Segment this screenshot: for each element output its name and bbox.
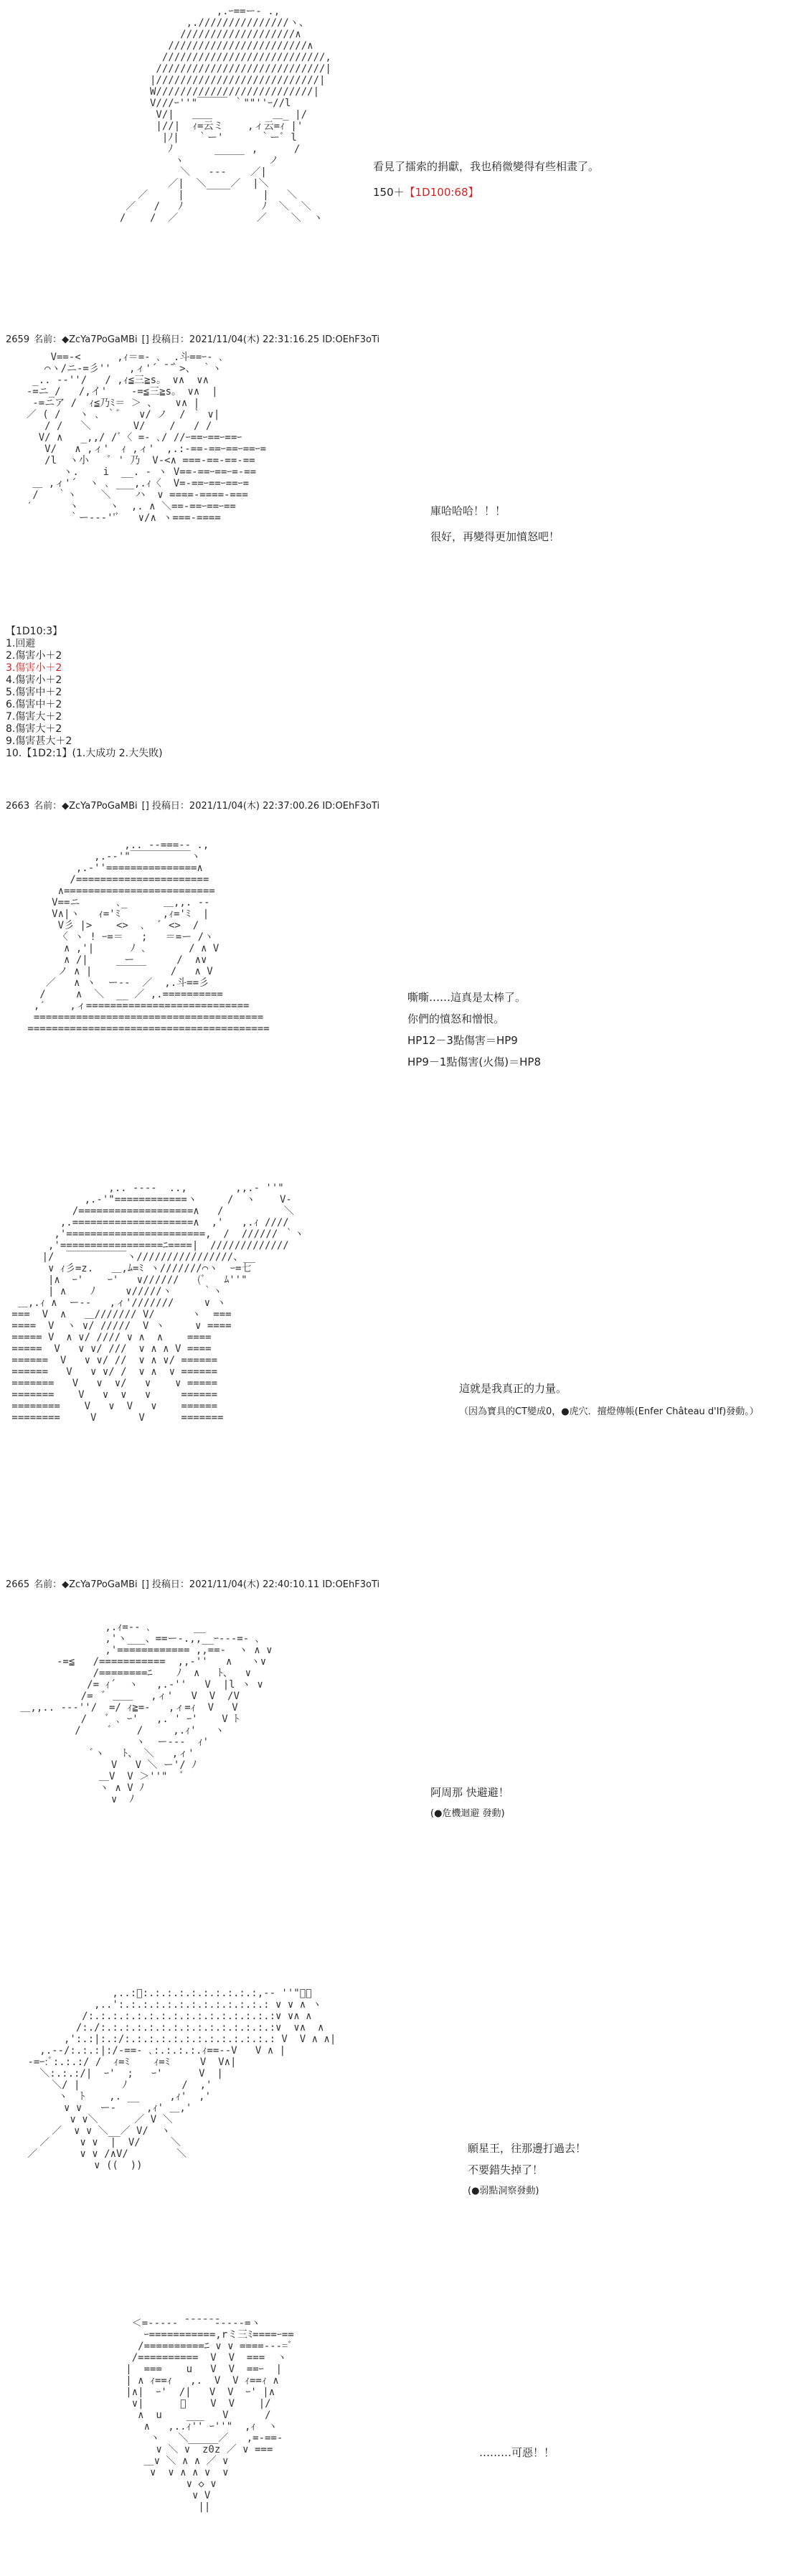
roll-table-item: 1.回避 xyxy=(6,638,36,649)
panel-1 xyxy=(0,0,807,326)
dialogue-line: ………可惡！！ xyxy=(479,2446,555,2459)
panel-5-dialogue xyxy=(430,1785,509,1833)
dialogue-line: 看見了擂索的捐獻，我也稍微變得有些相畫了。 xyxy=(373,160,600,173)
post-date: [] 投稿日：2021/11/04(木) 22:31:16.25 ID:OEhF3oTi xyxy=(141,334,380,345)
dialogue-line: HP12－3點傷害＝HP9 xyxy=(407,1034,518,1047)
post-date: [] 投稿日：2021/11/04(木) 22:40:10.11 ID:OEhF3oTi xyxy=(141,1579,380,1590)
post-author: 名前：◆ZcYa7PoGaMBi xyxy=(34,334,138,345)
post-number: 2665 xyxy=(6,1579,30,1590)
dialogue-line: (●弱點洞察發動) xyxy=(468,2186,539,2196)
dialogue-line: （因為寶具的CT變成0，●虎穴．擅燈傳帳(Enfer Château d'If)發動。） xyxy=(459,1406,759,1417)
panel-2 xyxy=(0,344,807,628)
panel-4-note xyxy=(459,1405,759,1431)
dialogue-line: (●危機迴避 發動) xyxy=(430,1808,505,1819)
ascii-art-figure: ,.ｰ==ー- ., ,.///////////////ヽ、 ///////////////////∧ ///////////////////////∧ ///////////////////////////, ////////////////////////////| |///////////////////////////| W//////////////////////////| V///ｰ''"￣￣￣ ｀""''ｰ//l V/| ＿＿ ＿_ |/ |//| ｨ=云ミ ,ィ云=ｨ |' |ﾉ| ｀ー' ｀ーﾞ l ﾉ , / ヽ ￣￣￣ ノ ＼ ‐‐‐ ／| ／| ＼____／ |＼ ／ | | ＼ ／ / ﾉ ﾉ ＼ ＼ / / ／ ／ ＼ ヽ xyxy=(119,6,331,224)
panel-7 xyxy=(0,2311,807,2576)
post-author: 名前：◆ZcYa7PoGaMBi xyxy=(34,1579,138,1590)
ascii-art-figure: ＜=-‐‐‐‐ ̄ ̄ ̄ ̄ ̄ ̄‐‐‐‐-=ヽ ｰ===========,rミ三ﾐ====ｰ== /==========ﾆ ∨ ∨ ====‐‐-=ﾞ /========== V V === ヽ | === u V V ==ｰ | | ∧ ｨ==ｨ ,. V V ｨ==ｨ ∧ |∧| ｰ' /| V V ｰ' |∧ ∨| ﾞ V V |/ ∧ u ___ V / ∧ ,..ｨ'' ｰ''" ,ｨ ヽ ヽ ＼_____／ ,=-==- ∨ ＼ ∨ z0z ／ ∨ === ＿∨ ＼ ∧ ∧ ／ ∨ ∨ ∨ ∧ ∧ ∨ ∨ ∨ ◇ ∨ ∨ V || xyxy=(126,2318,294,2513)
dialogue-line: 很好，再變得更加憤怒吧！ xyxy=(430,530,560,543)
dialogue-line: 阿周那 快避避！ xyxy=(430,1786,509,1799)
panel-5 xyxy=(0,1593,807,1952)
dialogue-line: 嘶嘶……這真是太棒了。 xyxy=(407,991,527,1004)
roll-table-item: 9.傷害甚大＋2 xyxy=(6,735,72,747)
ascii-art-figure: ,.. -‐===‐- ., ,.-‐'"￣￣￣￣￣￣ヽ ,.‐''===============∧ /====================== ∧========================= V==ニ ､_ ＿,,. -‐ V∧|ヽ ｨ='ﾐ ,ｨ='ﾐ | V彡 |> <> ､ ﾞ <> / 〈 ヽ ! ｰ=＝ ; ＝=ー /ヽ ∧ ,'| ﾉ ､ / ∧ V ∧ /| ー / ∧∨ ノ ∧ | ￣￣￣ / ∧ V ／ ∧ ヽ ー‐‐ ／ ,.斗==彡 / ∧ ＼ __ ／ ,.========== ,′ ,ィ=========================== ====================================== ======================================== xyxy=(27,840,270,1035)
ascii-art-figure: ,..:ﾞ:.:.:.:.:.:.:.:.:.:,-‐ ''"￣￣ ,..':.:.:.:.:.:.:.:.:.:.:.:.: ∨ ∨ ∧ ヽ /:.:.:.:.:.:.:.:.:.:.:.:.:.:.:.:∨ ∨∧ ∧ /:./:.:.:.:.:.:.:.:.:.:.:.:.:.:.:∨ ∨∧ ∧ ,':.:|:.:/:.:.:.:.:.:.:.:.:.:.:.:.: V V ∧ ∧| ,.-‐/:.:.:|:/-==‐ ､:.:.:.:.ｨ==‐-V V ∧ | -=ｰ:ﾞ:.:.:/ / ｨ=ﾐ ｨ=ﾐ V V∧| ＼:.:.:/| ｰ' ; ｰ' V | ＼/ | ﾉ / ,' ヽ ﾄ ,. __ ,ｨ' ,' ∨ ∨ ー‐ ,ｨ' ＿,' ∨ ∨＼ ／ V ＼ ／ ∨ ∨ ＼__／ V/ ヽ ／ ∨ ∨ | V/ ＼ ／ ∨ ∨ /∧V/ ＼ ∨ (( )) xyxy=(27,1988,336,2171)
roll-table-item: 6.傷害中＋2 xyxy=(6,699,62,710)
dialogue-line: 庫哈哈哈！！！ xyxy=(430,504,506,517)
roll-table-item: 5.傷害中＋2 xyxy=(6,687,62,698)
ascii-art-figure: ,.. -‐‐- .., ,,.- ''" ,.‐'"============ヽ / ヽ V- /===================∧ / ＼ ,.====================∧ ,' ,.ｨ //// ,'=======================, / ////// ｀ヽ ,'=================ﾆ====| ///////////// |/ ￣￣￣￣￣￣ヽ////////////////、__ ∨ ｨ彡=z. ＿,ﾑ=ﾐ ヽ///////⌒ヽ ｰ=七 |∧ ｰ' ｰ' ∨////// (ﾞ ﾑ''" | ∧ ﾉ ∨/////ヽ ｀ヽ ＿,.ｨ ∧ ー-- ,ィ'/////// ∨ ヽ === V ∧ ＿/////// V/ ヽ === ==== V ヽ ∨/ ///// V ヽ ∨ ==== ===== V ∧ ∨/ //// ∨ ∧ ∧ ==== ===== V ∨ ∨/ /// ∨ ∧ ∧ V ==== ====== V ∨ ∨/ // ∨ ∧ ∨/ ====== ====== V ∨ ∨/ / ∨ ∧ ∨ ====== ======= V ∨ ∨/ ∨ ∨ ===== ======= V ∨ ∨ ∨ ====== ======== V ∨ V ∨ ====== ======== V V ======= xyxy=(11,1183,304,1424)
roll-table-item: 4.傷害小＋2 xyxy=(6,674,62,686)
panel-3-dialogue xyxy=(407,990,541,1081)
dialogue-line: 這就是我真正的力量。 xyxy=(459,1382,567,1395)
roll-table-title: 【1D10:3】 xyxy=(6,626,63,637)
panel-4-dialogue xyxy=(459,1381,567,1406)
post-header xyxy=(6,332,384,345)
roll-table-item: 7.傷害大＋2 xyxy=(6,711,62,723)
dialogue-line: 不要錯失掉了！ xyxy=(468,2163,544,2176)
panel-4 xyxy=(0,1177,807,1579)
ascii-art-figure: ,.ｨ=‐- ､ __ ,'ヽ___、==ー-.,,__ｰ‐--=- ､ ,'============ ,,==‐ ヽ ∧ ∨ -=≦ /=========== ,,‐'' ∧ ヽ∨ /========ﾆ ﾉ ∧ ﾄ、 ∨ /= ｨ´ ヽ ,.‐'' V |l ヽ ∨ /= ﾞ ＿＿ ,ィ' V V /V ＿,,.. -‐-''/ =/ ｨ≧=‐ ,ィ=ｨ V V / ﾞ ､ ｰ' ,. ' ｰ' V ﾄ / ﾞ / ,.ｨ' ヽ ヽ ー‐‐‐ ｨ' ﾞヽ ﾄ、 ＼ ,ィ' V V ＼ ー'/ ﾉ ＿V V ＞''" ﾞ ヽ ∧ V ﾉ ∨ ﾉ xyxy=(20,1622,273,1805)
dialogue-line: HP9－1點傷害(火傷)＝HP8 xyxy=(407,1056,541,1068)
roll-prefix: 150＋ xyxy=(373,186,405,199)
dialogue-line: 願星王，往那邊打過去！ xyxy=(468,2142,587,2155)
roll-table-item-selected: 3.傷害小＋2 xyxy=(6,662,62,674)
panel-6-dialogue xyxy=(468,2141,586,2210)
roll-table-item: 10.【1D2:1】(1.大成功 2.大失敗) xyxy=(6,748,163,759)
panel-1-dialogue xyxy=(373,159,599,211)
roll-table xyxy=(6,626,163,760)
roll-table-item: 2.傷害小＋2 xyxy=(6,650,62,662)
post-number: 2659 xyxy=(6,334,30,345)
roll-line xyxy=(373,185,599,199)
panel-6 xyxy=(0,1966,807,2296)
post-header xyxy=(6,1576,384,1590)
ascii-art-figure: V==-< ,ｨ＝=- ､ .斗==ｰ- ､ ⌒ヽ/ニ-=彡'' ,ィ'´ ̄ ̄｀>、 ｀ヽ _.. -‐''/ / ,ｨ≦三≧s。 ∨∧ ∨∧ -=ニ_/ /,イ' ‐=≦三≧s。 ∨∧ | -=ニア / ｨ≦乃ﾐ＝ ＞ 、 ∨∧ | ／ ( / ヽ ､ ｀ﾞ ∨/ ノ / ｀ ∨| / / ＼ V/ / / / V/ ∧ _,,/ /ﾞ〈 =- ､/ //ｰ==ｰ==ｰ==ｰ V/ ∧ ,ィ' ｨ ,ィ' ,.:‐==-==ｰ==ｰ==ｰ= /l ヽ小 ﾞ ' 乃 V‐<∧ ===-==-==-== ヽ. i __. ‐ ヽ V==-==ｰ==ｰ=-== ＿ ,ィ'´ ヽ ､ ___,.ｨ〈 V=-==ｰ==ｰ==ｰ= / ｀ヽ ＼ ハ ∨ ====-====-=== ′ ヽ ヽ ,. ∧ ＼==-==ｰ==ｰ== ｀ー--‐''ﾞ ∨/∧ ヽ===-==== xyxy=(26,352,267,524)
panel-2-dialogue xyxy=(430,504,560,555)
panel-3 xyxy=(0,832,807,1162)
dialogue-line: 你們的憤怒和憎恨。 xyxy=(407,1012,505,1025)
roll-value: 【1D100:68】 xyxy=(404,186,479,199)
roll-table-item: 8.傷害大＋2 xyxy=(6,723,62,735)
panel-7-dialogue xyxy=(479,2445,554,2471)
post-author: 名前：◆ZcYa7PoGaMBi xyxy=(34,801,138,812)
post-date: [] 投稿日：2021/11/04(木) 22:37:00.26 ID:OEhF3oTi xyxy=(141,801,380,812)
post-header xyxy=(6,798,384,812)
post-number: 2663 xyxy=(6,801,30,812)
